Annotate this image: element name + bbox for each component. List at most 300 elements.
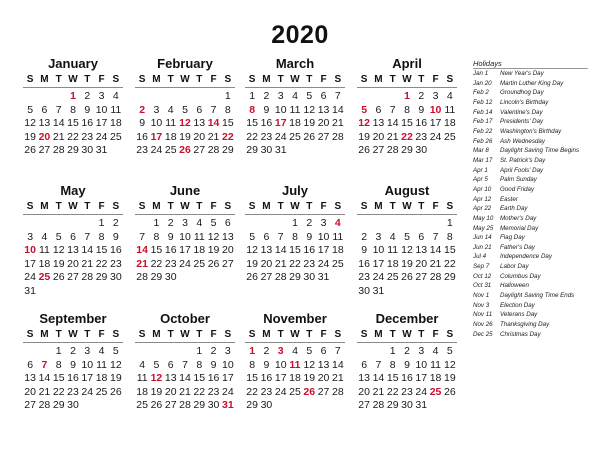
- weekday-header: [245, 327, 345, 343]
- empty-cell: [371, 217, 385, 231]
- weekday-label: T: [306, 74, 313, 85]
- day-cell: 24: [24, 271, 36, 283]
- month-name: July: [281, 183, 308, 198]
- empty-cell: [206, 90, 220, 104]
- weekday-header: [135, 327, 235, 343]
- day-cell: 13: [221, 230, 234, 243]
- day-grid: [357, 90, 457, 158]
- day-cell: 4: [389, 230, 396, 243]
- day-cell: 27: [372, 144, 385, 156]
- weekday-label: T: [418, 201, 425, 212]
- weekday-header: [357, 199, 457, 215]
- day-cell: 8: [292, 230, 298, 243]
- day-cell: 29: [401, 144, 413, 156]
- day-cell: 16: [260, 372, 273, 384]
- weekday-label: W: [290, 74, 300, 85]
- day-cell: 2: [210, 345, 217, 357]
- day-cell: 7: [375, 358, 382, 371]
- day-cell: 29: [221, 144, 234, 156]
- holiday-name: Presidents' Day: [500, 118, 544, 126]
- day-cell: 8: [98, 230, 105, 243]
- day-cell: 10: [274, 358, 287, 371]
- day-cell: 20: [358, 385, 370, 398]
- day-grid: [245, 217, 345, 285]
- holiday-name: Veterans Day: [500, 311, 538, 319]
- empty-cell: [245, 217, 259, 231]
- day-cell: 17: [95, 117, 108, 129]
- weekday-label: F: [98, 74, 105, 85]
- holiday-name: Thanksgiving Day: [500, 321, 550, 329]
- weekday-label: S: [446, 329, 454, 340]
- month-july: [245, 183, 345, 285]
- empty-cell: [192, 90, 206, 104]
- holiday-row: [473, 127, 588, 137]
- day-cell: 20: [415, 257, 428, 270]
- empty-cell: [135, 217, 149, 231]
- day-cell: 21: [179, 385, 191, 398]
- day-grid: [245, 90, 345, 158]
- weekday-label: M: [152, 74, 161, 85]
- day-cell: 2: [112, 217, 119, 229]
- month-name: September: [39, 311, 107, 326]
- day-cell: 16: [164, 244, 177, 256]
- weekday-label: F: [98, 201, 105, 212]
- weekday-label: S: [334, 74, 342, 85]
- day-cell: 15: [443, 244, 456, 256]
- month-name: November: [263, 311, 327, 326]
- day-cell: 5: [306, 345, 313, 357]
- day-cell: 10: [221, 358, 234, 371]
- weekday-label: T: [84, 329, 91, 340]
- empty-cell: [80, 217, 94, 231]
- day-cell: 4: [112, 90, 119, 102]
- day-grid: [23, 345, 123, 413]
- day-cell: 28: [429, 271, 442, 283]
- month-may: [23, 183, 123, 298]
- month-october: [135, 311, 235, 413]
- day-cell: 16: [303, 244, 316, 256]
- day-cell: 8: [249, 358, 256, 371]
- weekday-label: W: [402, 74, 412, 85]
- empty-cell: [371, 345, 385, 359]
- weekday-label: W: [290, 329, 300, 340]
- weekday-header: [135, 199, 235, 215]
- day-cell: 20: [372, 130, 385, 143]
- day-cell: 4: [41, 230, 48, 243]
- month-january: [23, 56, 123, 158]
- day-cell: 3: [432, 90, 439, 102]
- month-september: [23, 311, 123, 413]
- day-cell: 10: [81, 358, 94, 371]
- day-cell: 13: [164, 372, 177, 384]
- holiday-date: Mar 17: [473, 156, 493, 164]
- holiday-day-cell: 1: [70, 90, 76, 102]
- weekday-label: F: [320, 74, 327, 85]
- day-cell: 3: [320, 217, 327, 229]
- day-cell: 23: [260, 130, 273, 143]
- day-cell: 23: [260, 385, 273, 398]
- day-cell: 17: [24, 257, 36, 270]
- day-cell: 27: [221, 257, 234, 270]
- weekday-label: S: [26, 74, 34, 85]
- holiday-name: Mother's Day: [500, 214, 537, 222]
- holiday-date: May 25: [473, 224, 494, 232]
- weekday-label: F: [210, 329, 217, 340]
- holiday-row: [473, 310, 588, 320]
- day-cell: 7: [182, 358, 188, 371]
- day-cell: 16: [207, 372, 220, 384]
- day-cell: 6: [263, 230, 270, 243]
- day-cell: 29: [150, 271, 163, 283]
- weekday-header: [357, 327, 457, 343]
- day-grid: [357, 217, 457, 298]
- empty-cell: [178, 345, 192, 359]
- holiday-date: Oct 12: [473, 272, 492, 280]
- day-cell: 17: [179, 244, 191, 256]
- month-november: [245, 311, 345, 413]
- day-cell: 19: [24, 130, 36, 143]
- day-cell: 31: [415, 399, 428, 411]
- day-cell: 30: [260, 144, 273, 156]
- holiday-row: [473, 88, 588, 98]
- holiday-date: Jan 20: [473, 79, 492, 87]
- day-cell: 15: [193, 372, 206, 384]
- weekday-label: F: [432, 74, 439, 85]
- weekday-label: T: [418, 329, 425, 340]
- day-cell: 18: [136, 385, 148, 398]
- weekday-header: [245, 199, 345, 215]
- day-cell: 22: [67, 130, 79, 143]
- weekday-label: W: [402, 201, 412, 212]
- empty-cell: [428, 217, 442, 231]
- day-cell: 23: [358, 271, 370, 283]
- day-cell: 8: [55, 358, 62, 371]
- day-cell: 23: [81, 130, 94, 143]
- day-cell: 4: [167, 103, 174, 116]
- day-cell: 18: [429, 372, 442, 384]
- holiday-day-cell: 22: [401, 130, 413, 143]
- weekday-label: F: [210, 74, 217, 85]
- weekday-label: M: [40, 201, 49, 212]
- holiday-date: Feb 26: [473, 137, 493, 145]
- day-cell: 2: [70, 345, 76, 357]
- holiday-row: [473, 233, 588, 243]
- holiday-name: Palm Sunday: [500, 176, 537, 184]
- holiday-day-cell: 10: [24, 244, 36, 256]
- month-august: [357, 183, 457, 298]
- holiday-date: Jan 1: [473, 70, 489, 77]
- day-cell: 5: [55, 230, 62, 243]
- day-cell: 23: [415, 130, 428, 143]
- holiday-name: Columbus Day: [500, 272, 541, 280]
- empty-cell: [371, 90, 385, 104]
- day-cell: 24: [372, 271, 385, 283]
- weekday-label: T: [277, 201, 284, 212]
- day-cell: 19: [246, 257, 258, 270]
- holiday-date: Dec 25: [473, 330, 493, 338]
- empty-cell: [357, 90, 371, 104]
- day-cell: 25: [443, 130, 456, 143]
- day-cell: 25: [289, 385, 301, 398]
- weekday-header: [245, 72, 345, 88]
- day-cell: 24: [95, 130, 108, 143]
- day-cell: 19: [358, 130, 370, 143]
- empty-cell: [274, 217, 288, 231]
- holiday-day-cell: 25: [38, 271, 51, 283]
- holiday-day-cell: 1: [404, 90, 410, 102]
- weekday-label: W: [68, 329, 78, 340]
- weekday-label: S: [112, 201, 120, 212]
- day-cell: 23: [207, 385, 220, 398]
- day-cell: 21: [207, 130, 220, 143]
- day-cell: 7: [432, 230, 439, 243]
- weekday-label: S: [224, 201, 232, 212]
- day-cell: 26: [401, 271, 413, 283]
- day-cell: 27: [317, 130, 330, 143]
- day-cell: 12: [401, 244, 413, 256]
- weekday-label: T: [277, 329, 284, 340]
- day-cell: 11: [38, 244, 50, 256]
- month-name: January: [48, 56, 98, 71]
- day-cell: 21: [372, 385, 385, 398]
- day-cell: 14: [81, 244, 94, 256]
- day-cell: 13: [260, 244, 273, 256]
- day-cell: 3: [375, 230, 382, 243]
- day-cell: 13: [317, 103, 330, 116]
- day-cell: 27: [317, 385, 330, 398]
- weekday-label: T: [167, 74, 174, 85]
- day-cell: 31: [274, 144, 287, 156]
- day-cell: 6: [320, 90, 327, 102]
- day-cell: 19: [303, 372, 316, 384]
- day-cell: 23: [303, 257, 316, 270]
- empty-cell: [52, 90, 66, 104]
- day-cell: 13: [317, 358, 330, 371]
- holiday-date: Jun 14: [473, 234, 492, 242]
- day-cell: 15: [52, 372, 65, 384]
- day-grid: [23, 217, 123, 298]
- day-cell: 17: [372, 257, 385, 270]
- holiday-day-cell: 31: [221, 399, 234, 411]
- day-cell: 15: [386, 372, 399, 384]
- day-cell: 12: [52, 244, 65, 256]
- day-cell: 2: [361, 230, 368, 243]
- day-cell: 22: [246, 130, 258, 143]
- day-cell: 25: [164, 144, 177, 156]
- holiday-day-cell: 12: [150, 372, 163, 384]
- day-cell: 23: [136, 144, 148, 156]
- day-cell: 6: [361, 358, 368, 371]
- day-cell: 19: [401, 257, 413, 270]
- day-cell: 26: [207, 257, 220, 270]
- day-cell: 26: [24, 144, 36, 156]
- day-cell: 11: [430, 358, 441, 371]
- weekday-label: S: [334, 201, 342, 212]
- day-cell: 8: [196, 358, 203, 371]
- holiday-date: Nov 1: [473, 292, 490, 300]
- day-cell: 16: [67, 372, 79, 384]
- day-cell: 21: [386, 130, 399, 143]
- holiday-row: [473, 69, 588, 79]
- day-cell: 24: [317, 257, 330, 270]
- day-cell: 16: [415, 117, 428, 129]
- weekday-label: F: [432, 201, 439, 212]
- day-cell: 28: [38, 399, 51, 411]
- holiday-date: Apr 22: [473, 205, 492, 213]
- day-cell: 24: [415, 385, 428, 398]
- day-cell: 19: [109, 372, 122, 384]
- month-name: October: [160, 311, 210, 326]
- holiday-row: [473, 117, 588, 127]
- holiday-row: [473, 195, 588, 205]
- month-name: February: [157, 56, 213, 71]
- day-cell: 4: [196, 217, 203, 229]
- day-cell: 2: [84, 90, 91, 102]
- day-cell: 15: [221, 117, 234, 129]
- weekday-label: T: [418, 74, 425, 85]
- day-cell: 13: [24, 372, 36, 384]
- day-cell: 28: [136, 271, 148, 283]
- day-cell: 3: [153, 103, 160, 116]
- day-cell: 29: [95, 271, 108, 283]
- day-cell: 30: [260, 399, 273, 411]
- day-cell: 11: [110, 103, 122, 116]
- day-cell: 14: [372, 372, 385, 384]
- weekday-label: W: [180, 329, 190, 340]
- holiday-row: [473, 272, 588, 282]
- day-cell: 23: [109, 257, 122, 270]
- day-cell: 20: [221, 244, 234, 256]
- day-cell: 18: [193, 244, 206, 256]
- holiday-name: Christmas Day: [500, 330, 541, 338]
- weekday-header: [135, 72, 235, 88]
- weekday-label: T: [84, 201, 91, 212]
- day-cell: 27: [38, 144, 51, 156]
- day-cell: 17: [274, 372, 287, 384]
- holiday-day-cell: 14: [136, 244, 148, 256]
- holiday-date: Jun 21: [473, 243, 492, 251]
- day-cell: 5: [306, 90, 313, 102]
- weekday-label: M: [374, 74, 383, 85]
- holiday-name: Father's Day: [500, 243, 535, 251]
- day-cell: 19: [179, 130, 191, 143]
- day-cell: 12: [109, 358, 122, 371]
- holiday-day-cell: 17: [274, 117, 287, 129]
- holiday-name: April Fools' Day: [500, 166, 544, 174]
- weekday-label: T: [306, 329, 313, 340]
- empty-cell: [135, 345, 149, 359]
- day-cell: 26: [303, 130, 316, 143]
- empty-cell: [386, 90, 400, 104]
- day-cell: 8: [153, 230, 160, 243]
- day-cell: 11: [387, 244, 399, 256]
- weekday-label: S: [248, 329, 256, 340]
- day-cell: 8: [70, 103, 76, 116]
- holiday-day-cell: 14: [207, 117, 220, 129]
- holiday-row: [473, 156, 588, 166]
- day-cell: 17: [81, 372, 94, 384]
- holiday-row: [473, 301, 588, 311]
- day-cell: 5: [112, 345, 119, 357]
- day-cell: 12: [443, 358, 456, 371]
- day-cell: 4: [98, 345, 105, 357]
- holiday-row: [473, 175, 588, 185]
- holiday-date: Apr 1: [473, 166, 488, 174]
- holiday-row: [473, 137, 588, 147]
- holiday-day-cell: 12: [358, 117, 370, 129]
- day-cell: 11: [136, 372, 148, 384]
- day-cell: 4: [139, 358, 146, 371]
- month-name: April: [392, 56, 422, 71]
- holiday-date: Sep 7: [473, 263, 490, 271]
- holiday-name: Lincoln's Birthday: [500, 98, 549, 106]
- holiday-date: Oct 31: [473, 282, 492, 290]
- day-cell: 16: [401, 372, 413, 384]
- day-cell: 26: [358, 144, 370, 156]
- weekday-label: M: [40, 329, 49, 340]
- day-cell: 3: [27, 230, 34, 243]
- day-cell: 8: [446, 230, 453, 243]
- day-cell: 20: [260, 257, 273, 270]
- day-cell: 16: [109, 244, 122, 256]
- holiday-date: Mar 8: [473, 147, 489, 155]
- day-cell: 14: [386, 117, 399, 129]
- day-cell: 5: [182, 103, 188, 116]
- day-cell: 10: [372, 244, 385, 256]
- holiday-date: Jul 4: [473, 253, 487, 261]
- month-march: [245, 56, 345, 158]
- day-cell: 5: [27, 103, 34, 116]
- empty-cell: [52, 217, 66, 231]
- holiday-day-cell: 10: [429, 103, 442, 116]
- holiday-row: [473, 108, 588, 118]
- day-cell: 30: [109, 271, 122, 283]
- day-cell: 16: [260, 117, 273, 129]
- weekday-label: S: [112, 329, 120, 340]
- day-cell: 9: [404, 358, 410, 371]
- weekday-label: T: [389, 74, 396, 85]
- day-cell: 27: [24, 399, 36, 411]
- day-cell: 6: [375, 103, 382, 116]
- day-cell: 4: [292, 345, 298, 357]
- day-cell: 24: [274, 385, 287, 398]
- weekday-label: M: [262, 201, 271, 212]
- holiday-name: Easter: [500, 195, 518, 203]
- holiday-name: Martin Luther King Day: [500, 79, 564, 87]
- holiday-name: Ash Wednesday: [500, 137, 545, 145]
- day-cell: 1: [153, 217, 160, 229]
- day-cell: 7: [55, 103, 62, 116]
- day-cell: 9: [112, 230, 119, 243]
- day-cell: 3: [98, 90, 105, 102]
- holiday-row: [473, 291, 588, 301]
- day-cell: 24: [274, 130, 287, 143]
- day-cell: 1: [446, 217, 453, 229]
- day-cell: 30: [415, 144, 428, 156]
- day-cell: 30: [207, 399, 220, 411]
- day-cell: 23: [401, 385, 413, 398]
- day-cell: 22: [443, 257, 456, 270]
- day-cell: 28: [372, 399, 385, 411]
- empty-cell: [259, 217, 273, 231]
- day-cell: 14: [429, 244, 442, 256]
- day-cell: 29: [289, 271, 301, 283]
- year-title: 2020: [271, 21, 329, 49]
- month-april: [357, 56, 457, 158]
- day-cell: 22: [150, 257, 163, 270]
- holiday-name: New Year's Day: [500, 70, 544, 77]
- holiday-date: Feb 12: [473, 98, 493, 106]
